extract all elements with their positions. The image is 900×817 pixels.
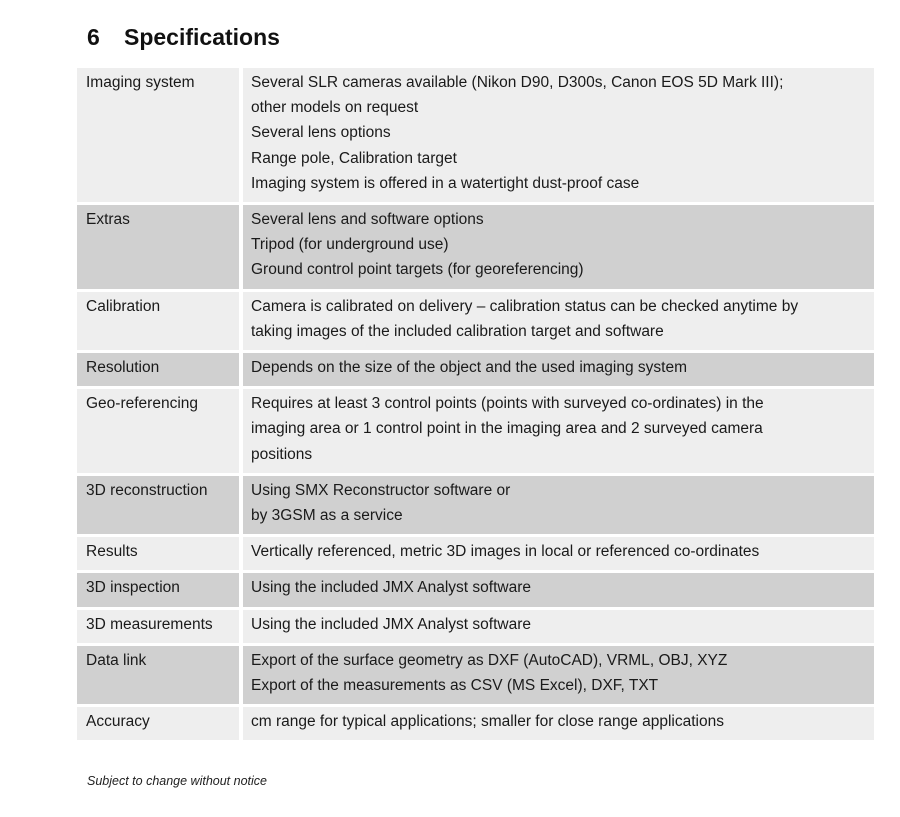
value-line: taking images of the included calibration target and software	[251, 322, 664, 340]
table-row	[77, 707, 874, 740]
value-line: other models on request	[251, 99, 419, 117]
table-row	[77, 389, 874, 473]
row-label: Data link	[77, 646, 239, 704]
value-line: Depends on the size of the object and the used imaging system	[251, 359, 687, 377]
row-label: 3D inspection	[77, 573, 239, 606]
row-label: 3D reconstruction	[77, 476, 239, 534]
value-line: Imaging system is offered in a watertight dust-proof case	[251, 174, 640, 192]
section-title: Specifications	[124, 24, 280, 50]
row-value	[239, 646, 874, 704]
value-line: Requires at least 3 control points (points with surveyed co-ordinates) in the	[251, 395, 764, 413]
table-row	[77, 537, 874, 570]
row-value	[239, 573, 874, 606]
value-line: positions	[251, 445, 313, 463]
table-row	[77, 353, 874, 386]
table-row	[77, 610, 874, 643]
value-line: Using SMX Reconstructor software or	[251, 481, 511, 499]
row-value	[239, 537, 874, 570]
value-line: Export of the surface geometry as DXF (AutoCAD), VRML, OBJ, XYZ	[251, 651, 728, 669]
value-line: imaging area or 1 control point in the imaging area and 2 surveyed camera	[251, 420, 763, 438]
value-line: Tripod (for underground use)	[251, 236, 449, 254]
row-value	[239, 205, 874, 289]
row-label: Resolution	[77, 353, 239, 386]
value-line: Range pole, Calibration target	[251, 149, 457, 167]
value-line: Export of the measurements as CSV (MS Excel), DXF, TXT	[251, 677, 659, 695]
row-label: Extras	[77, 205, 239, 289]
value-line: cm range for typical applications; smaller for close range applications	[251, 713, 724, 731]
section-number: 6	[87, 24, 100, 50]
value-line: Using the included JMX Analyst software	[251, 579, 531, 597]
specifications-table	[77, 65, 874, 743]
row-value	[239, 610, 874, 643]
row-label: Imaging system	[77, 68, 239, 202]
value-line: Camera is calibrated on delivery – calibration status can be checked anytime by	[251, 297, 799, 315]
value-line: Ground control point targets (for georeferencing)	[251, 261, 584, 279]
row-label: Geo-referencing	[77, 389, 239, 473]
row-label: 3D measurements	[77, 610, 239, 643]
row-label: Results	[77, 537, 239, 570]
value-line: Using the included JMX Analyst software	[251, 615, 531, 633]
row-value	[239, 68, 874, 202]
row-label: Accuracy	[77, 707, 239, 740]
value-line: by 3GSM as a service	[251, 507, 403, 525]
value-line: Several SLR cameras available (Nikon D90, D300s, Canon EOS 5D Mark III);	[251, 74, 784, 91]
table-row	[77, 292, 874, 350]
table-row	[77, 68, 874, 202]
row-value	[239, 476, 874, 534]
footnote: Subject to change without notice	[87, 774, 267, 788]
table-row	[77, 646, 874, 704]
row-value	[239, 353, 874, 386]
table-row	[77, 476, 874, 534]
section-heading	[87, 24, 280, 51]
value-line: Several lens options	[251, 124, 391, 142]
row-value	[239, 707, 874, 740]
value-line: Vertically referenced, metric 3D images in local or referenced co-ordinates	[251, 543, 760, 561]
row-value	[239, 389, 874, 473]
table-row	[77, 573, 874, 606]
table-row	[77, 205, 874, 289]
value-line: Several lens and software options	[251, 211, 484, 229]
row-value	[239, 292, 874, 350]
row-label: Calibration	[77, 292, 239, 350]
